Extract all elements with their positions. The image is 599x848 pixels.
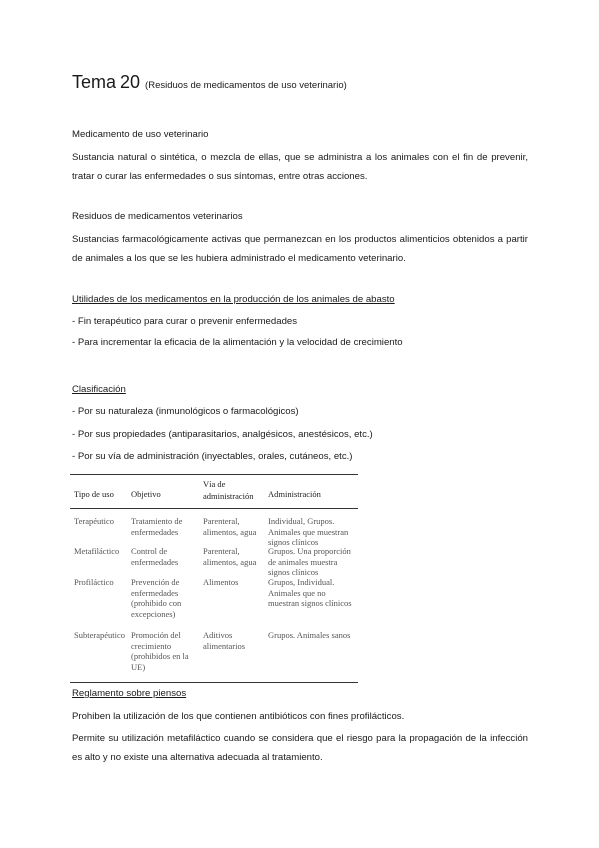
paragraph-residuos: Sustancias farmacológicamente activas que permanezcan en los productos alimenticios obtenidos a partir de animales a los que se les hubiera administrado el medicamento veterinario. <box>72 234 528 264</box>
table-header: Administración <box>268 489 321 499</box>
paragraph-reglamento-1: Prohiben la utilización de los que contienen antibióticos con fines profilácticos. <box>72 711 405 722</box>
heading-clasificacion: Clasificación <box>72 384 126 395</box>
heading-utilidades: Utilidades de los medicamentos en la producción de los animales de abasto <box>72 294 395 305</box>
table-header: Objetivo <box>131 489 161 499</box>
table-header: Vía de administración <box>203 479 254 501</box>
list-item: - Por sus propiedades (antiparasitarios, analgésicos, anestésicos, etc.) <box>72 429 373 440</box>
paragraph-reglamento-2: Permite su utilización metafiláctico cuando se considera que el riesgo para la propagación de la infección es alto y no existe una alternativa adecuada al tratamiento. <box>72 733 528 763</box>
table-cell: Parenteral, alimentos, agua <box>203 546 257 567</box>
table-cell: Control de enfermedades <box>131 546 179 567</box>
paragraph-medicamento: Sustancia natural o sintética, o mezcla de ellas, que se administra a los animales con el fin de prevenir, tratar o curar las enfermedades o sus síntomas, entre otras acciones. <box>72 152 528 182</box>
table-rule <box>70 474 358 475</box>
table-cell: Promoción del crecimiento (prohibidos en la UE) <box>131 630 189 672</box>
title-number: 20 <box>120 72 141 92</box>
heading-residuos: Residuos de medicamentos veterinarios <box>72 211 243 222</box>
list-item: - Fin terapéutico para curar o prevenir enfermedades <box>72 316 298 327</box>
heading-reglamento: Reglamento sobre piensos <box>72 688 187 699</box>
table-cell: Tratamiento de enfermedades <box>131 516 183 537</box>
heading-medicamento: Medicamento de uso veterinario <box>72 129 209 140</box>
table-cell: Alimentos <box>203 577 239 587</box>
table-cell: Aditivos alimentarios <box>203 630 246 651</box>
table-cell: Grupos. Una proporción de animales muestra signos clínicos <box>268 546 351 577</box>
table-cell: Grupos, Individual. Animales que no muestran signos clínicos <box>268 577 352 608</box>
table-cell: Metafiláctico <box>74 546 120 556</box>
table-cell: Terapéutico <box>74 516 114 526</box>
table-rule <box>70 682 358 683</box>
title-subtitle: (Residuos de medicamentos de uso veterinario) <box>145 80 347 91</box>
table-cell: Profiláctico <box>74 577 114 587</box>
table-cell: Grupos. Animales sanos <box>268 630 351 640</box>
list-item: - Para incrementar la eficacia de la alimentación y la velocidad de crecimiento <box>72 337 403 348</box>
list-item: - Por su vía de administración (inyectables, orales, cutáneos, etc.) <box>72 451 353 462</box>
table-cell: Prevención de enfermedades (prohibido con excepciones) <box>131 577 182 619</box>
table-cell: Parenteral, alimentos, agua <box>203 516 257 537</box>
table-header: Tipo de uso <box>74 489 114 499</box>
list-item: - Por su naturaleza (inmunológicos o farmacológicos) <box>72 406 299 417</box>
table-cell: Individual, Grupos. Animales que muestran signos clínicos <box>268 516 349 547</box>
title-word: Tema <box>72 72 117 92</box>
table-cell: Subterapéutico <box>74 630 125 640</box>
table-rule <box>70 508 358 509</box>
page-title <box>72 72 347 93</box>
